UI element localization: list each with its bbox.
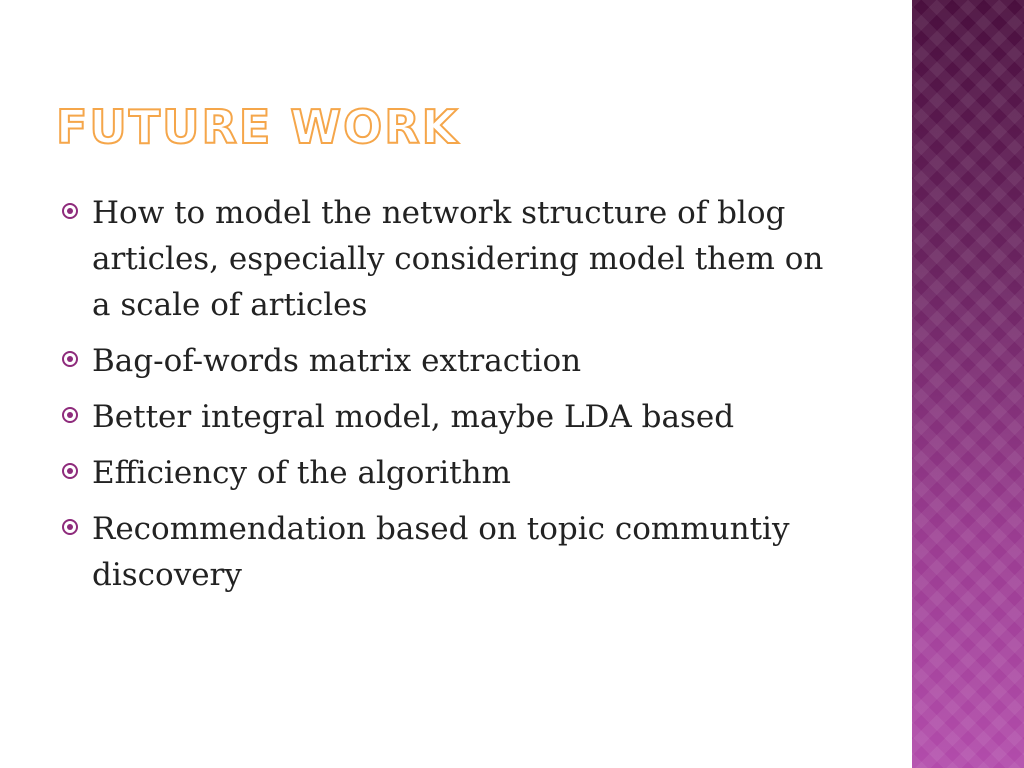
bullet-item	[60, 450, 840, 496]
bullet-item	[60, 506, 840, 598]
radio-bullet-icon	[62, 351, 78, 367]
radio-bullet-icon	[62, 519, 78, 535]
bullet-text: Bag-of-words matrix extraction	[92, 343, 582, 379]
bullet-text: How to model the network structure of blog articles, especially considering model them on a scale of articles	[92, 195, 824, 323]
bullet-item	[60, 338, 840, 384]
bullet-text: Efficiency of the algorithm	[92, 455, 511, 491]
bullet-item	[60, 190, 840, 328]
decorative-side-band	[912, 0, 1024, 768]
bullet-list	[60, 190, 840, 608]
bullet-item	[60, 394, 840, 440]
radio-bullet-icon	[62, 407, 78, 423]
radio-bullet-icon	[62, 203, 78, 219]
bullet-text: Better integral model, maybe LDA based	[92, 399, 735, 435]
bullet-text: Recommendation based on topic communtiy discovery	[92, 511, 790, 593]
radio-bullet-icon	[62, 463, 78, 479]
slide-title: FUTURE WORK	[56, 100, 460, 154]
